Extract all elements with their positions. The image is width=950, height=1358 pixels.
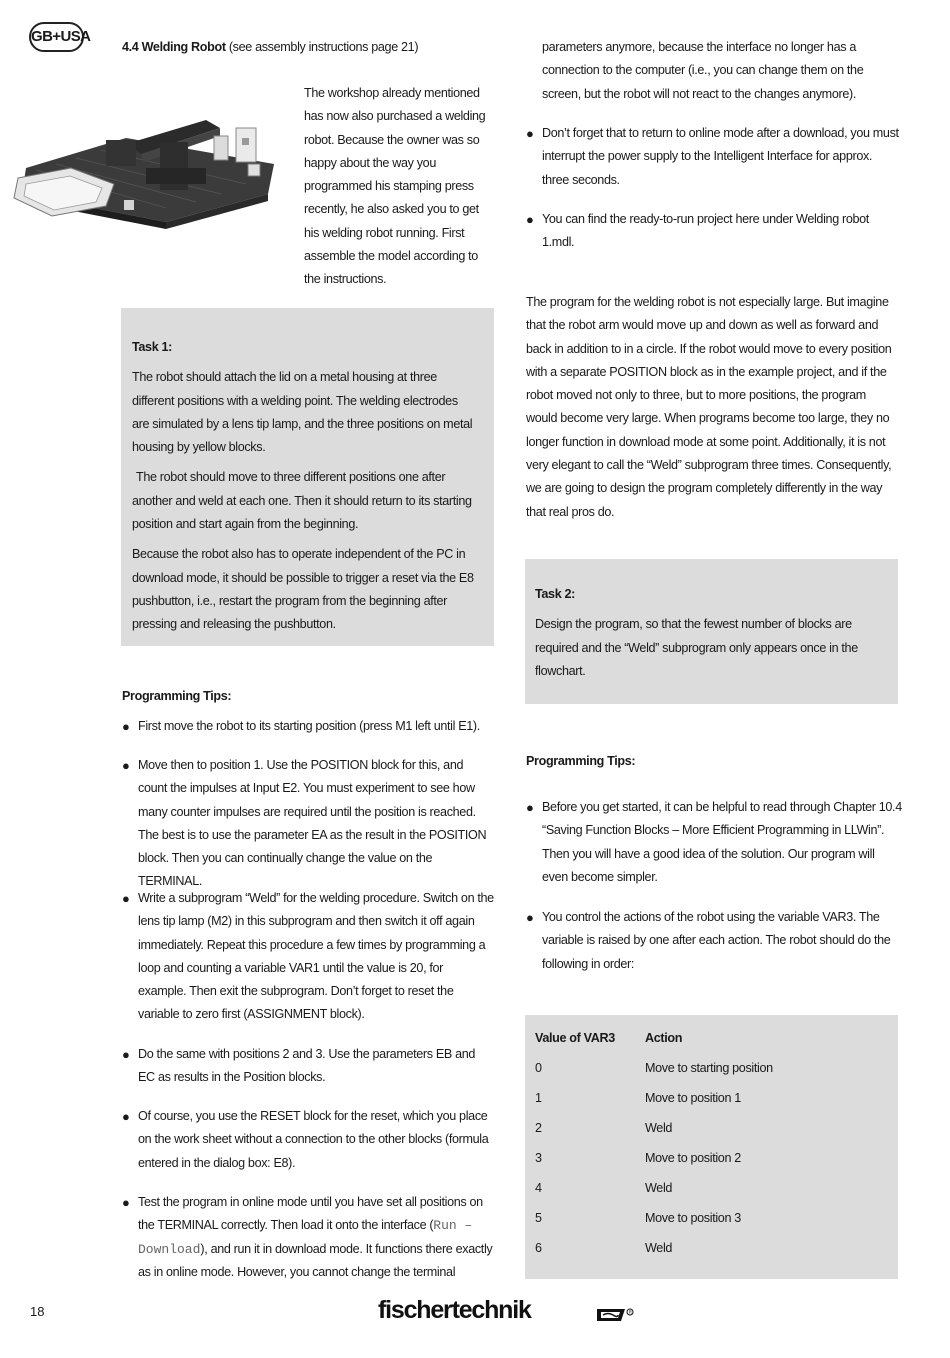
bullet-dot-icon: ● <box>526 126 534 141</box>
language-badge <box>29 22 91 52</box>
right-bullet-item: ● Don’t forget that to return to online mode after a download, you must interrupt the power supply to the Intelligent Interface for approx. three seconds. <box>526 122 902 192</box>
menu-command-text: Run – Download <box>138 1218 473 1257</box>
table-row: 2 Weld <box>535 1121 673 1135</box>
tips1-item: ● Move then to position 1. Use the POSITION block for this, and count the impulses at Input E2. You must experiment to see how many counter impulses are required until the position is reached. The best is to use the parameter EA as the result in the POSITION block. Then you can continually change the value on the TERMINAL. <box>122 754 494 894</box>
tips2-title: Programming Tips: <box>526 754 636 768</box>
task2-title: Task 2: <box>535 587 576 601</box>
table-header: Value of VAR3 <box>535 1031 615 1045</box>
section-title: 4.4 Welding Robot <box>122 40 226 54</box>
table-row: 3 Move to position 2 <box>535 1151 741 1165</box>
table-header: Action <box>645 1031 683 1045</box>
table-row: 5 Move to position 3 <box>535 1211 741 1225</box>
task1-paragraph-3: Because the robot also has to operate independent of the PC in download mode, it should be possible to trigger a reset via the E8 pushbutton, i.e., restart the program from the beginning after pressing and releasing the pushbutton. <box>132 547 474 632</box>
page-number: 18 <box>30 1304 45 1319</box>
tips2-item: ● You control the actions of the robot using the variable VAR3. The variable is raised by one after each action. The robot should do the following in order: <box>526 906 902 976</box>
table-header-row <box>535 1027 885 1057</box>
brand-logo <box>378 1296 638 1332</box>
tips1-item: ● Write a subprogram “Weld” for the welding procedure. Switch on the lens tip lamp (M2) in this subprogram and then switch it off again immediately. Repeat this procedure a few times by programming a loop and counting a variable VAR1 until the value is 20, for example. Then exit the subprogram. Don’t forget to reset the variable to zero first (ASSIGNMENT block). <box>122 887 494 1027</box>
table-row: 6 Weld <box>535 1241 673 1255</box>
bullet-dot-icon: ● <box>526 212 534 227</box>
fischertechnik-logo-icon <box>595 1306 637 1324</box>
table-row: 4 Weld <box>535 1181 673 1195</box>
brand-wordmark: fischertechnik <box>378 1296 531 1324</box>
bullet-dot-icon: ● <box>122 1047 130 1062</box>
bullet-dot-icon: ● <box>122 891 130 906</box>
task1-box <box>121 308 494 646</box>
task2-text: Design the program, so that the fewest number of blocks are required and the “Weld” subprogram only appears once in the flowchart. <box>535 617 858 678</box>
tips1-item-last: ● Test the program in online mode until you have set all positions on the TERMINAL correctly. Then load it onto the interface (Run – Download), and run it in download mode. It functions there exactly as in online mode. However, you cannot change the terminal <box>122 1191 494 1284</box>
welding-robot-model-image <box>6 98 296 230</box>
right-bullet-item: ● You can find the ready-to-run project here under Welding robot 1.mdl. <box>526 208 902 255</box>
tips1-item: ● Of course, you use the RESET block for the reset, which you place on the work sheet without a connection to the other blocks (formula entered in the dialog box: E8). <box>122 1105 494 1175</box>
bullet-dot-icon: ● <box>122 719 130 734</box>
var3-table <box>525 1015 898 1279</box>
bullet-dot-icon: ● <box>122 758 130 773</box>
tips2-item: ● Before you get started, it can be helpful to read through Chapter 10.4 “Saving Function Blocks – More Efficient Programming in LLWin”. Then you will have a good idea of the solution. Our program will even become simpler. <box>526 796 902 889</box>
table-row: 1 Move to position 1 <box>535 1091 741 1105</box>
bullet-dot-icon: ● <box>122 1195 130 1210</box>
tips1-item: ● Do the same with positions 2 and 3. Use the parameters EB and EC as results in the Position blocks. <box>122 1043 494 1090</box>
table-row: 0 Move to starting position <box>535 1061 773 1075</box>
language-badge-label: GB+USA <box>31 28 91 45</box>
section-subtitle: (see assembly instructions page 21) <box>225 40 419 54</box>
intro-text <box>304 82 494 292</box>
tips1-item: ● First move the robot to its starting position (press M1 left until E1). <box>122 715 494 738</box>
continuation-text: parameters anymore, because the interface no longer has a connection to the computer (i.e., you can change them on the screen, but the robot will not react to the changes anymore). <box>542 40 864 101</box>
section-heading <box>122 36 502 59</box>
svg-text:R: R <box>628 1309 632 1315</box>
bullet-dot-icon: ● <box>122 1109 130 1124</box>
intro-paragraph: The workshop already mentioned has now also purchased a welding robot. Because the owner was so happy about the way you programmed his stamping press recently, he also asked you to get his welding robot running. First assemble the model according to the instructions. <box>304 86 486 287</box>
bullet-dot-icon: ● <box>526 800 534 815</box>
explanation-paragraph: The program for the welding robot is not especially large. But imagine that the robot arm would move up and down as well as forward and back in addition to in a circle. If the robot would move to every position with a separate POSITION block as in the example project, and if the robot moved not only to three, but to more positions, the program would become very large. When programs become too large, they no longer function in download mode at some point. Additionally, it is not very elegant to call the “Weld” subprogram three times. Consequently, we are going to design the program completely differently in the way that real pros do. <box>526 295 892 519</box>
bullet-dot-icon: ● <box>526 910 534 925</box>
tips1-title: Programming Tips: <box>122 689 232 703</box>
task1-paragraph-2: The robot should move to three different positions one after another and weld at each one. Then it should return to its starting position and start again from the beginning. <box>132 470 472 532</box>
task1-paragraph-1: The robot should attach the lid on a metal housing at three different positions with a welding point. The welding electrodes are simulated by a lens tip lamp, and the three positions on metal housing by yellow blocks. <box>132 370 473 455</box>
task1-title: Task 1: <box>132 340 173 354</box>
task2-box <box>525 559 898 704</box>
